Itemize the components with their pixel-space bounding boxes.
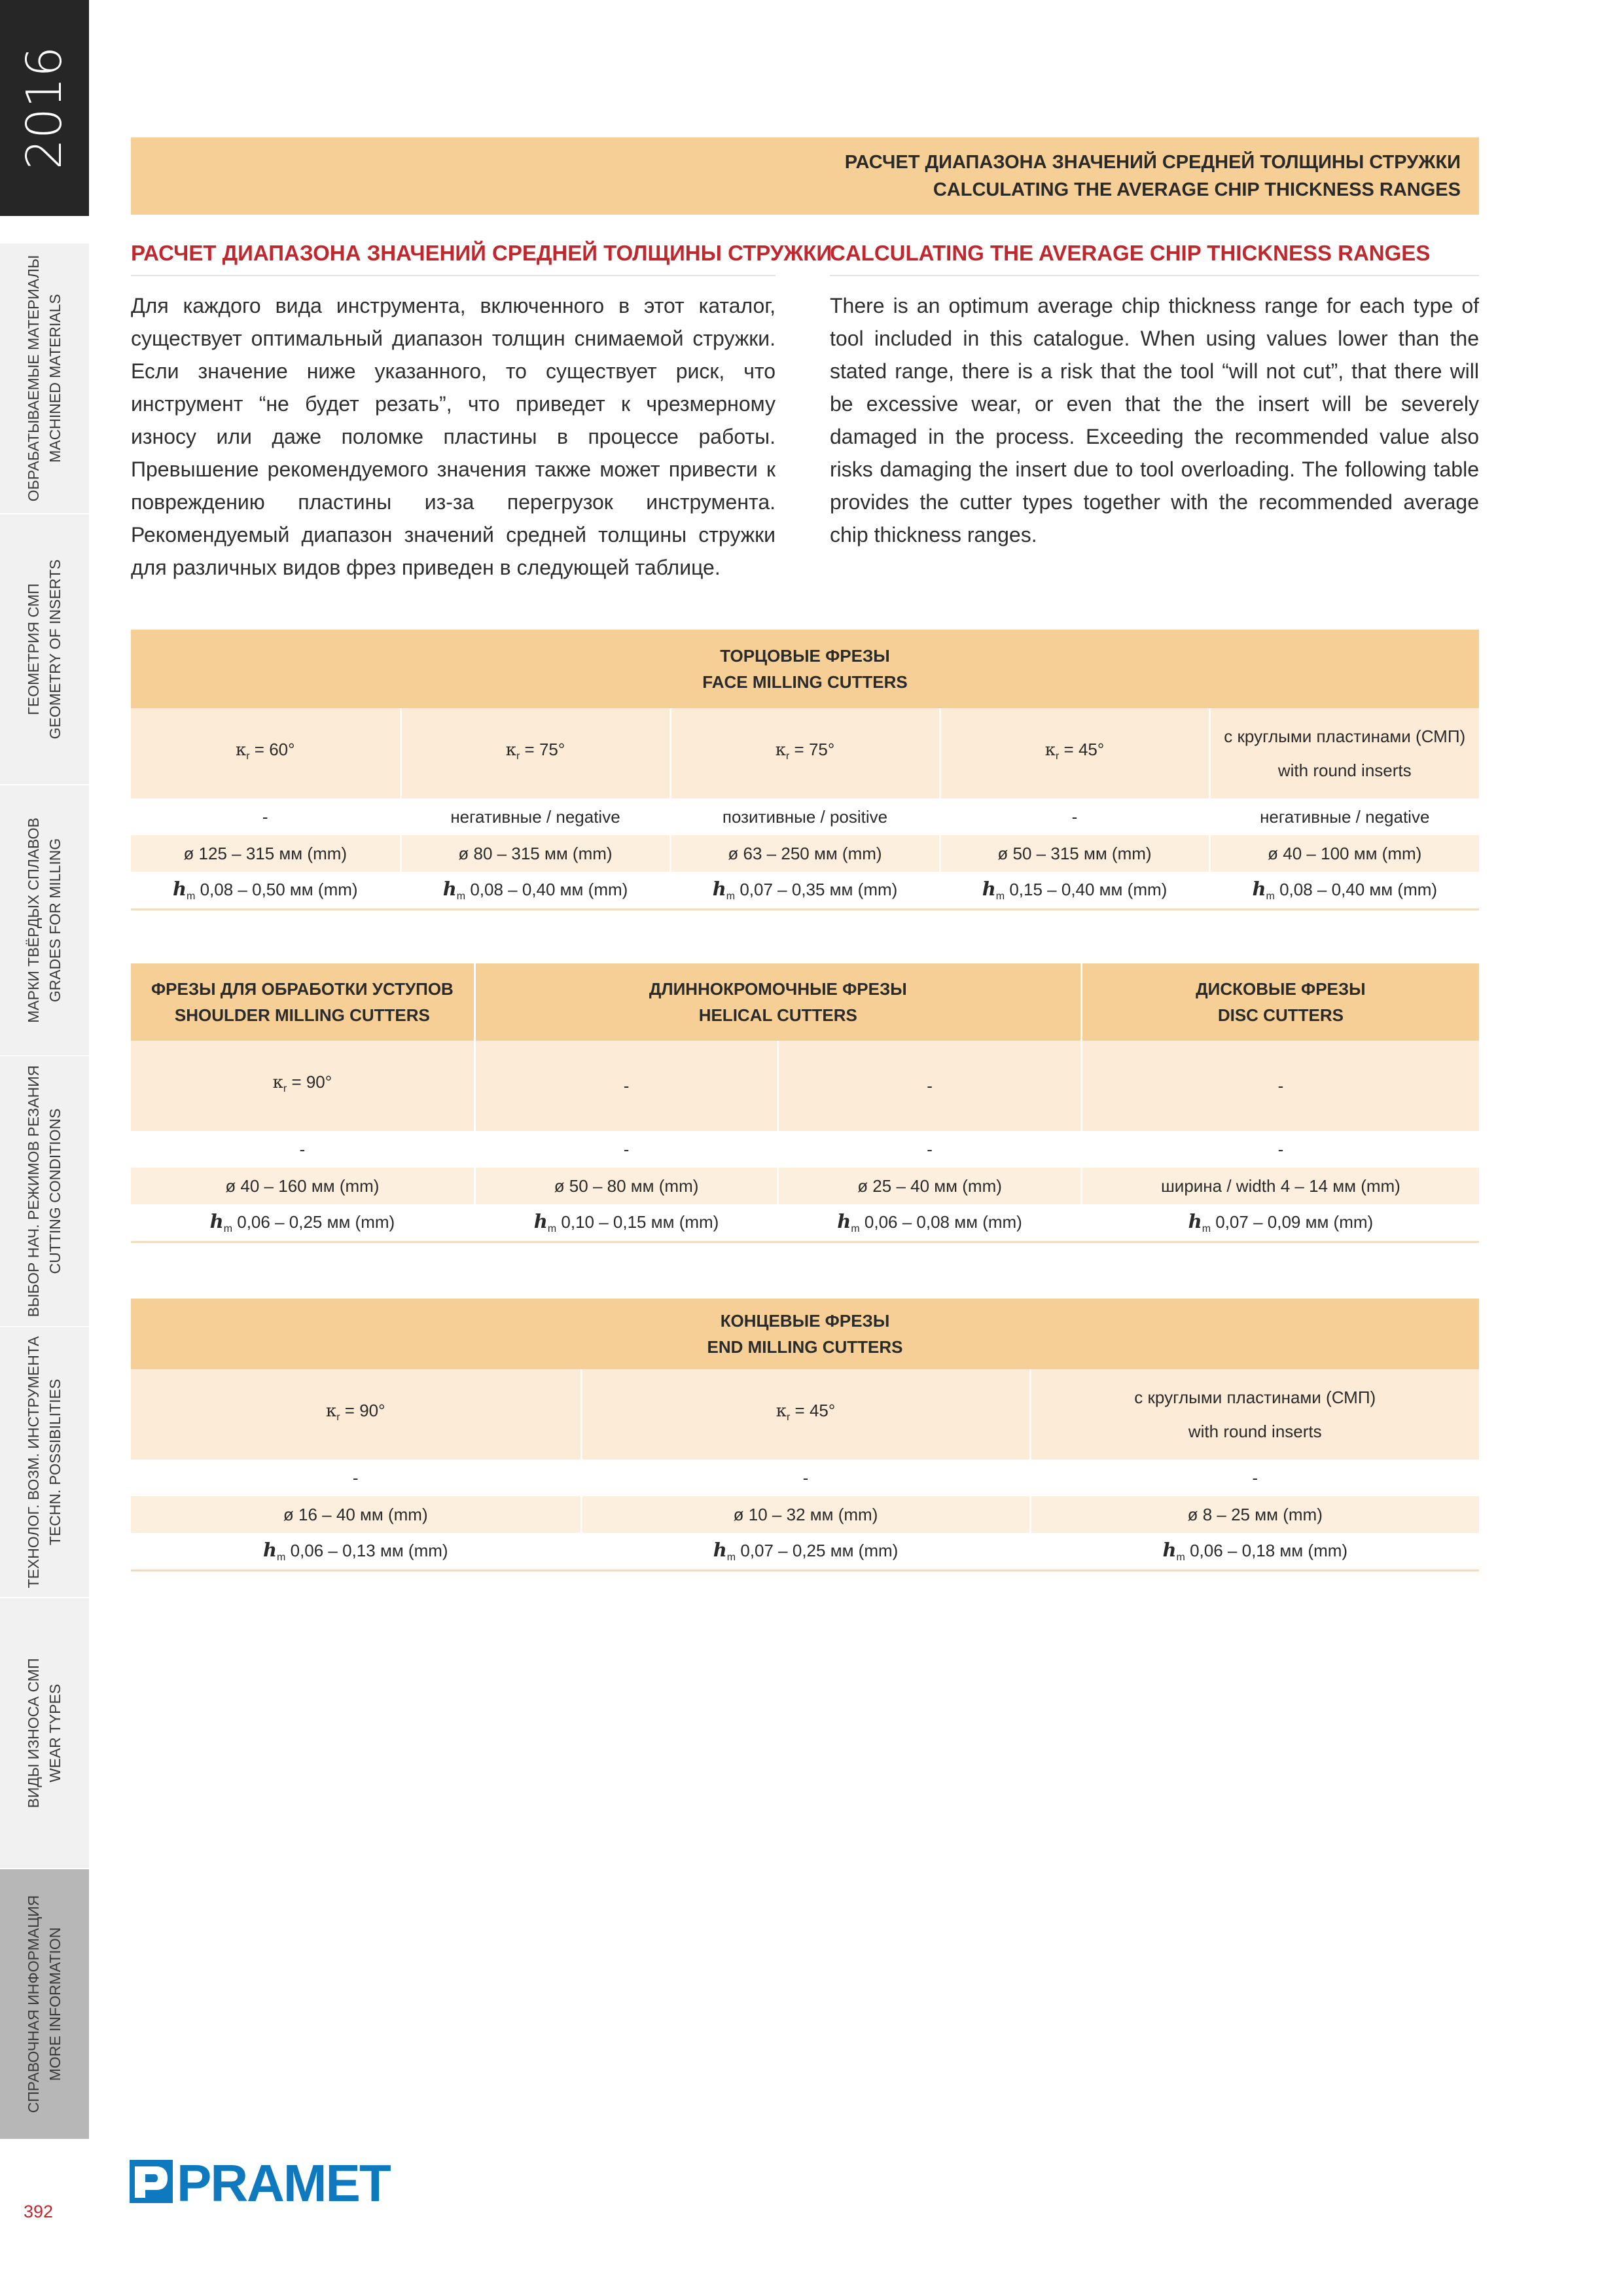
table-header-row xyxy=(131,630,1479,708)
year-block xyxy=(0,0,89,216)
hm-value: 0,08 – 0,40 мм (mm) xyxy=(1279,879,1438,899)
kappa-subscript: r xyxy=(336,1412,340,1424)
kappa-cell xyxy=(401,708,670,798)
kappa-cell: - xyxy=(474,1041,778,1131)
pramet-logo-text: PRAMET xyxy=(177,2154,390,2212)
table-title-cell xyxy=(131,1299,1479,1369)
hm-value: 0,06 – 0,18 мм (mm) xyxy=(1190,1540,1348,1560)
page-header-band xyxy=(131,137,1479,215)
diameter-cell: ø 40 – 100 мм (mm) xyxy=(1209,835,1479,872)
round-inserts-label-ru: с круглыми пластинами (СМП) xyxy=(1224,726,1466,746)
side-tab-label-en: GEOMETRY OF INSERTS xyxy=(46,559,63,740)
side-tab-techn-possibilities[interactable] xyxy=(0,1327,89,1597)
helical-title-cell xyxy=(474,963,1081,1041)
pramet-logo-icon xyxy=(130,2160,173,2203)
kappa-value: = 45° xyxy=(1063,740,1105,760)
diameter-cell: ø 50 – 80 мм (mm) xyxy=(474,1168,778,1204)
type-cell: - xyxy=(131,1131,474,1168)
hm-symbol: h xyxy=(262,1538,277,1561)
kappa-cell xyxy=(131,708,401,798)
diameter-cell: ø 125 – 315 мм (mm) xyxy=(131,835,401,872)
diameter-row xyxy=(131,1168,1479,1204)
hm-value: 0,08 – 0,40 мм (mm) xyxy=(470,879,628,899)
side-tab-label-en: MACHINED MATERIALS xyxy=(46,294,63,463)
hm-symbol: h xyxy=(442,877,457,900)
kappa-value: = 90° xyxy=(344,1401,385,1421)
kappa-cell xyxy=(670,708,940,798)
hm-value: 0,15 – 0,40 мм (mm) xyxy=(1009,879,1168,899)
hm-value: 0,10 – 0,15 мм (mm) xyxy=(561,1211,719,1232)
kappa-subscript: r xyxy=(785,751,790,762)
kappa-row xyxy=(131,708,1479,798)
kappa-subscript: r xyxy=(246,751,250,762)
side-tab-label-ru: ТЕХНОЛОГ. ВОЗМ. ИНСТРУМЕНТА xyxy=(25,1336,42,1588)
intro-text-ru: Для каждого вида инструмента, включенного в этот каталог, существует оптимальный диапазон толщин снимаемой стружки. Если значение ниже указанного, то существует риск, что инструмент “не будет резать”, что приведет к чрезмерному износу или даже поломке пластины в процессе работы. Превышение рекомендуемого значения также может привести к повреждению пластины из-за перегрузок инструмента. Рекомендуемый диапазон значений средней толщины стружки для различных видов фрез приведен в следующей таблице. xyxy=(131,294,776,579)
hm-symbol: h xyxy=(1252,877,1266,900)
disc-title-ru: ДИСКОВЫЕ ФРЕЗЫ xyxy=(1196,979,1366,999)
hm-value: 0,06 – 0,13 мм (mm) xyxy=(290,1540,448,1560)
hm-cell xyxy=(581,1533,1030,1571)
side-tab-label-en: WEAR TYPES xyxy=(46,1683,63,1783)
hm-symbol: h xyxy=(712,877,726,900)
helical-title-ru: ДЛИННОКРОМОЧНЫЕ ФРЕЗЫ xyxy=(649,979,907,999)
side-tab-label-ru: МАРКИ ТВЁРДЫХ СПЛАВОВ xyxy=(25,817,42,1023)
hm-cell xyxy=(474,1204,778,1242)
hm-cell xyxy=(778,1204,1082,1242)
hm-subscript: m xyxy=(1202,1223,1211,1235)
type-cell: - xyxy=(581,1460,1030,1496)
diameter-cell: ø 16 – 40 мм (mm) xyxy=(131,1496,581,1533)
type-row xyxy=(131,1460,1479,1496)
diameter-row xyxy=(131,835,1479,872)
hm-subscript: m xyxy=(547,1223,557,1235)
kappa-cell: - xyxy=(1081,1041,1479,1131)
diameter-cell: ø 8 – 25 мм (mm) xyxy=(1030,1496,1479,1533)
shoulder-title-en: SHOULDER MILLING CUTTERS xyxy=(174,1005,430,1025)
type-cell: - xyxy=(778,1131,1082,1168)
hm-subscript: m xyxy=(1266,891,1275,903)
hm-subscript: m xyxy=(726,891,736,903)
side-tab-machined-materials[interactable] xyxy=(0,243,89,513)
hm-subscript: m xyxy=(851,1223,860,1235)
kappa-symbol: κ xyxy=(325,1401,337,1422)
type-cell: негативные / negative xyxy=(401,798,670,835)
helical-title-en: HELICAL CUTTERS xyxy=(698,1005,857,1025)
side-tab-label-ru: ВЫБОР НАЧ. РЕЖИМОВ РЕЗАНИЯ xyxy=(25,1065,42,1318)
hm-cell xyxy=(1081,1204,1479,1242)
side-tab-label-ru: СПРАВОЧНАЯ ИНФОРМАЦИЯ xyxy=(25,1895,42,2113)
kappa-value: = 90° xyxy=(291,1072,332,1092)
kappa-symbol: κ xyxy=(235,740,247,761)
diameter-row xyxy=(131,1496,1479,1533)
kappa-value: = 75° xyxy=(524,740,565,760)
kappa-subscript: r xyxy=(786,1412,791,1424)
intro-column-ru xyxy=(131,241,832,584)
hm-row xyxy=(131,1204,1479,1242)
hm-value: 0,06 – 0,08 мм (mm) xyxy=(864,1211,1022,1232)
intro-heading-ru: РАСЧЕТ ДИАПАЗОНА ЗНАЧЕНИЙ СРЕДНЕЙ ТОЛЩИНЫ СТРУЖКИ xyxy=(131,241,776,276)
type-cell: негативные / negative xyxy=(1209,798,1479,835)
diameter-cell: ширина / width 4 – 14 мм (mm) xyxy=(1081,1168,1479,1204)
side-tab-label-en: GRADES FOR MILLING xyxy=(46,838,63,1003)
side-tab-grades[interactable] xyxy=(0,785,89,1055)
hm-cell xyxy=(131,1533,581,1571)
hm-subscript: m xyxy=(456,891,466,903)
shoulder-title-ru: ФРЕЗЫ ДЛЯ ОБРАБОТКИ УСТУПОВ xyxy=(151,979,454,999)
kappa-symbol: κ xyxy=(272,1073,283,1093)
section-sidebar xyxy=(0,0,89,2296)
kappa-row xyxy=(131,1369,1479,1460)
type-cell: - xyxy=(1030,1460,1479,1496)
diameter-cell: ø 80 – 315 мм (mm) xyxy=(401,835,670,872)
hm-value: 0,07 – 0,35 мм (mm) xyxy=(740,879,898,899)
hm-cell xyxy=(670,872,940,910)
side-tab-cutting-conditions[interactable] xyxy=(0,1056,89,1326)
kappa-symbol: κ xyxy=(775,740,786,761)
hm-symbol: h xyxy=(172,877,187,900)
catalog-year: 2016 xyxy=(16,46,73,170)
kappa-cell xyxy=(581,1369,1030,1460)
hm-cell xyxy=(131,1204,474,1242)
intro-column-en xyxy=(830,241,1479,551)
side-tab-label-en: CUTTING CONDITIONS xyxy=(46,1108,63,1274)
diameter-cell: ø 63 – 250 мм (mm) xyxy=(670,835,940,872)
round-inserts-label-en: with round inserts xyxy=(1188,1422,1322,1441)
end-milling-table xyxy=(131,1299,1479,1571)
hm-value: 0,07 – 0,25 мм (mm) xyxy=(740,1540,899,1560)
type-cell: - xyxy=(131,1460,581,1496)
hm-symbol: h xyxy=(209,1210,224,1232)
hm-subscript: m xyxy=(187,891,196,903)
hm-value: 0,08 – 0,50 мм (mm) xyxy=(200,879,358,899)
table-title-ru: КОНЦЕВЫЕ ФРЕЗЫ xyxy=(720,1311,890,1331)
hm-subscript: m xyxy=(277,1552,286,1564)
kappa-value: = 75° xyxy=(794,740,835,760)
round-inserts-cell xyxy=(1030,1369,1479,1460)
type-row xyxy=(131,798,1479,835)
table-title-ru: ТОРЦОВЫЕ ФРЕЗЫ xyxy=(720,646,890,666)
side-tab-geometry[interactable] xyxy=(0,514,89,784)
type-cell: - xyxy=(940,798,1209,835)
page-title-en: CALCULATING THE AVERAGE CHIP THICKNESS RANGES xyxy=(933,179,1461,200)
side-tab-label-en: TECHN. POSSIBILITIES xyxy=(46,1378,63,1546)
disc-title-en: DISC CUTTERS xyxy=(1217,1005,1344,1025)
intro-text-en: There is an optimum average chip thickness range for each type of tool included in this catalogue. When using values lower than the stated range, there is a risk that the tool “will not cut”, that there will be excessive wear, or even that the the insert will be severely damaged in the process. Exceeding the recommended value also risks damaging the insert due to tool overloading. The following table provides the cutter types together with the recommended average chip thickness ranges. xyxy=(830,294,1479,547)
side-tab-label-en: MORE INFORMATION xyxy=(46,1927,63,2081)
type-cell: позитивные / positive xyxy=(670,798,940,835)
face-milling-table xyxy=(131,630,1479,910)
hm-symbol: h xyxy=(837,1210,851,1232)
type-row xyxy=(131,1131,1479,1168)
kappa-value: = 45° xyxy=(794,1401,836,1421)
round-inserts-label-ru: с круглыми пластинами (СМП) xyxy=(1134,1388,1376,1407)
diameter-cell: ø 50 – 315 мм (mm) xyxy=(940,835,1209,872)
page-title-ru: РАСЧЕТ ДИАПАЗОНА ЗНАЧЕНИЙ СРЕДНЕЙ ТОЛЩИНЫ СТРУЖКИ xyxy=(844,152,1461,173)
round-inserts-label-en: with round inserts xyxy=(1277,761,1412,780)
table-header-row xyxy=(131,963,1479,1041)
type-cell: - xyxy=(131,798,401,835)
side-tab-wear-types[interactable] xyxy=(0,1598,89,1868)
hm-value: 0,07 – 0,09 мм (mm) xyxy=(1215,1211,1374,1232)
hm-symbol: h xyxy=(533,1210,548,1232)
hm-symbol: h xyxy=(1162,1538,1177,1561)
kappa-symbol: κ xyxy=(505,740,516,761)
hm-subscript: m xyxy=(726,1552,736,1564)
type-cell: - xyxy=(474,1131,778,1168)
side-tab-label-ru: ВИДЫ ИЗНОСА СМП xyxy=(25,1658,42,1808)
shoulder-helical-disc-table xyxy=(131,963,1479,1243)
kappa-value: = 60° xyxy=(254,740,295,760)
page-number: 392 xyxy=(24,2202,54,2221)
kappa-subscript: r xyxy=(283,1083,287,1095)
hm-subscript: m xyxy=(1176,1552,1185,1564)
hm-row xyxy=(131,872,1479,910)
table-title-en: FACE MILLING CUTTERS xyxy=(702,672,908,692)
type-cell: - xyxy=(1081,1131,1479,1168)
hm-cell xyxy=(1030,1533,1479,1571)
table-title-cell xyxy=(131,630,1479,708)
kappa-subscript: r xyxy=(516,751,520,762)
hm-symbol: h xyxy=(1188,1210,1202,1232)
hm-subscript: m xyxy=(995,891,1005,903)
intro-heading-en: CALCULATING THE AVERAGE CHIP THICKNESS RANGES xyxy=(830,241,1479,276)
kappa-row xyxy=(131,1041,1479,1131)
hm-cell xyxy=(940,872,1209,910)
kappa-cell xyxy=(131,1041,474,1131)
disc-title-cell xyxy=(1081,963,1479,1041)
hm-symbol: h xyxy=(982,877,996,900)
table-title-en: END MILLING CUTTERS xyxy=(707,1337,903,1357)
diameter-cell: ø 25 – 40 мм (mm) xyxy=(778,1168,1082,1204)
hm-subscript: m xyxy=(223,1223,233,1235)
hm-row xyxy=(131,1533,1479,1571)
table-header-row xyxy=(131,1299,1479,1369)
side-tab-label-ru: ОБРАБАТЫВАЕМЫЕ МАТЕРИАЛЫ xyxy=(25,255,42,502)
diameter-cell: ø 10 – 32 мм (mm) xyxy=(581,1496,1030,1533)
diameter-cell: ø 40 – 160 мм (mm) xyxy=(131,1168,474,1204)
hm-cell xyxy=(1209,872,1479,910)
kappa-symbol: κ xyxy=(776,1401,787,1422)
round-inserts-cell xyxy=(1209,708,1479,798)
kappa-cell xyxy=(940,708,1209,798)
kappa-cell xyxy=(131,1369,581,1460)
side-tab-more-information[interactable] xyxy=(0,1869,89,2139)
kappa-cell: - xyxy=(778,1041,1082,1131)
kappa-symbol: κ xyxy=(1044,740,1056,761)
side-tab-label-ru: ГЕОМЕТРИЯ СМП xyxy=(25,583,42,715)
kappa-subscript: r xyxy=(1055,751,1060,762)
hm-cell xyxy=(131,872,401,910)
hm-cell xyxy=(401,872,670,910)
hm-value: 0,06 – 0,25 мм (mm) xyxy=(237,1211,395,1232)
shoulder-title-cell xyxy=(131,963,474,1041)
hm-symbol: h xyxy=(713,1538,727,1561)
